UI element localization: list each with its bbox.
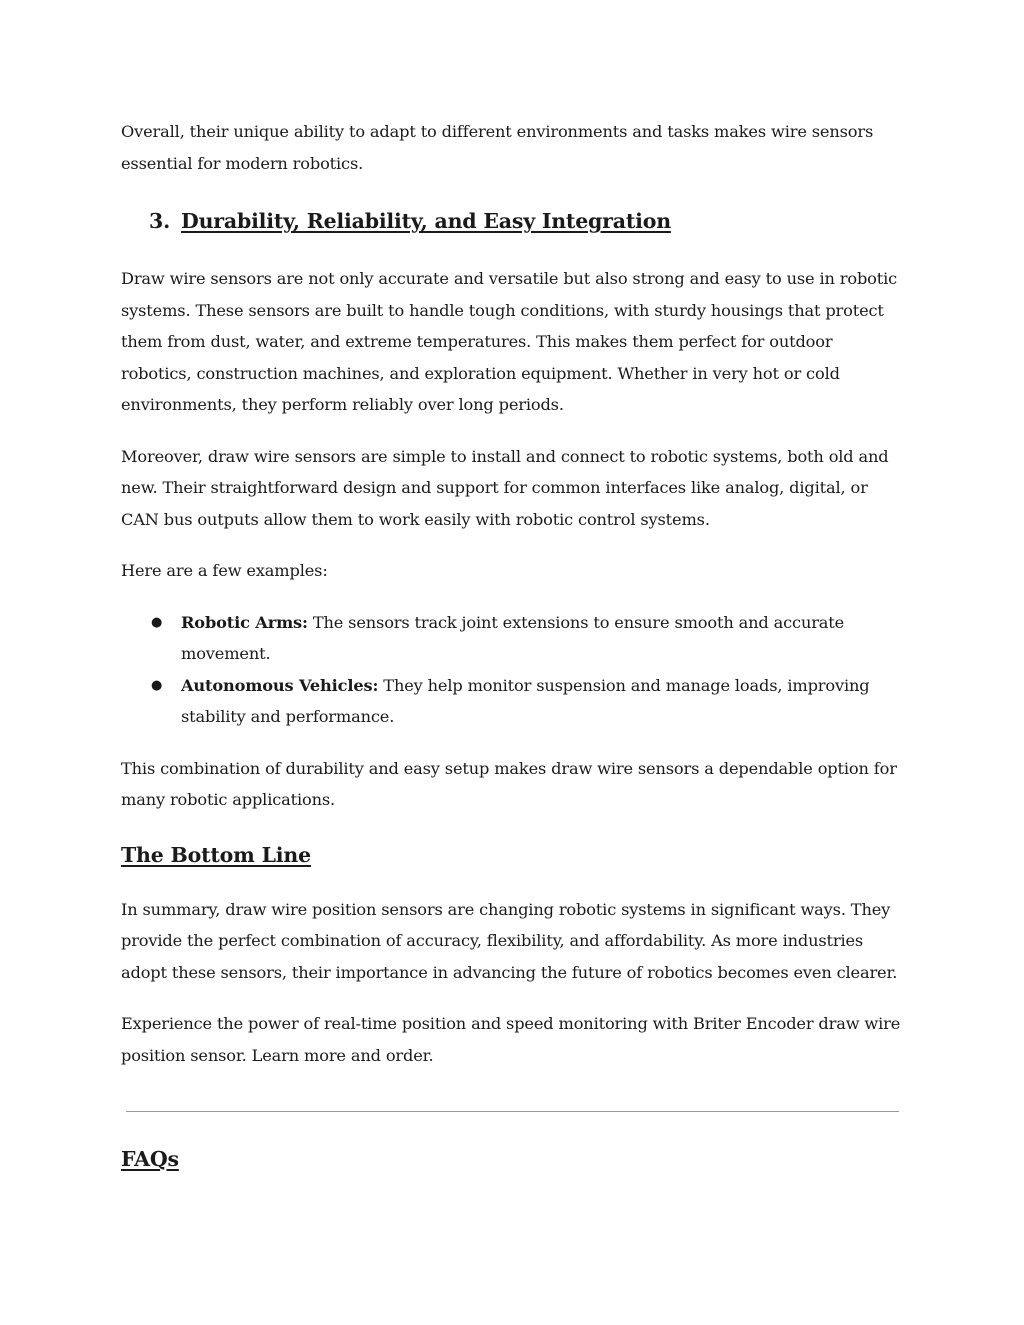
paragraph-overall: Overall, their unique ability to adapt to different environments and tasks makes wire sensors essential for modern robotics. [121,122,874,173]
example-text: The sensors track joint extensions to ensure smooth and accurate movement. [181,612,845,663]
list-item [121,607,903,670]
bullet-icon: ● [151,677,163,693]
paragraph-moreover: Moreover, draw wire sensors are simple to install and connect to robotic systems, both old and new. Their straightforward design and support for common interfaces like analog, digital, or CAN bus outputs allow them to work easily with robotic control systems. [121,446,889,529]
examples-list [121,607,903,733]
paragraph-summary: In summary, draw wire position sensors are changing robotic systems in significant ways. They provide the perfect combination of accuracy, flexibility, and affordability. As more industries adopt these sensors, their importance in advancing the future of robotics becomes even clearer. [121,899,898,982]
section-3-title: Durability, Reliability, and Easy Integration [181,209,671,233]
paragraph-draw-wire: Draw wire sensors are not only accurate and versatile but also strong and easy to use in robotic systems. These sensors are built to handle tough conditions, with sturdy housings that protect them from dust, water, and extreme temperatures. This makes them perfect for outdoor robotics, construction machines, and exploration equipment. Whether in very hot or cold environments, they perform reliably over long periods. [121,269,898,414]
section-3-number: 3. [149,209,171,233]
faqs-heading: FAQs [121,1147,179,1171]
example-term: Autonomous Vehicles: [181,675,379,695]
horizontal-divider [126,1111,899,1112]
paragraph-combination: This combination of durability and easy setup makes draw wire sensors a dependable option for many robotic applications. [121,758,897,809]
list-item [121,670,903,733]
bullet-icon: ● [151,614,163,630]
example-term: Robotic Arms: [181,612,308,632]
paragraph-experience: Experience the power of real-time position and speed monitoring with Briter Encoder draw wire position sensor. Learn more and order. [121,1014,901,1065]
bottom-line-heading: The Bottom Line [121,842,311,867]
example-text: They help monitor suspension and manage loads, improving stability and performance. [181,675,870,726]
paragraph-examples-intro: Here are a few examples: [121,561,328,580]
document-page [121,116,903,1174]
section-3-heading [121,206,903,236]
